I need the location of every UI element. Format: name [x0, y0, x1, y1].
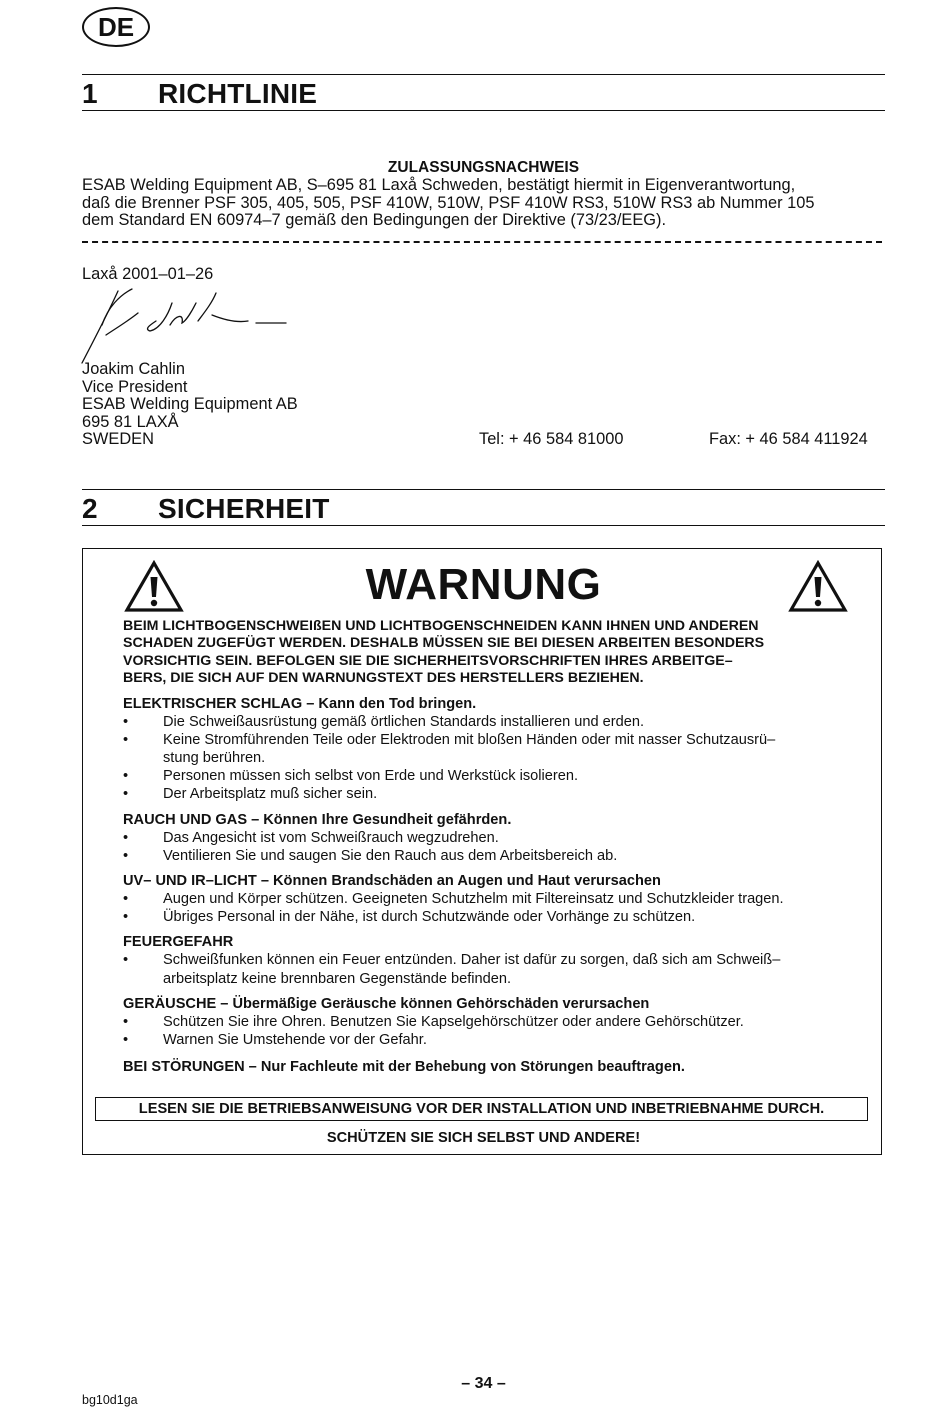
- certificate-line: ESAB Welding Equipment AB, S–695 81 Laxå Schweden, bestätigt hiermit in Eigenverantwortung,: [82, 176, 796, 194]
- certificate-line: dem Standard EN 60974–7 gemäß den Bedingungen der Direktive (73/23/EEG).: [82, 211, 667, 229]
- hazard-item: [123, 908, 853, 926]
- warning-intro-line: VORSICHTIG SEIN. BEFOLGEN SIE DIE SICHERHEITSVORSCHRIFTEN IHRES ARBEITGE–: [123, 652, 733, 669]
- certificate-line: daß die Brenner PSF 305, 405, 505, PSF 410W, 510W, PSF 410W RS3, 510W RS3 ab Nummer 105: [82, 193, 815, 212]
- hazard-item: [123, 731, 853, 767]
- telephone: Tel: + 46 584 81000: [479, 430, 624, 448]
- hazard-heading-electric-shock: ELEKTRISCHER SCHLAG – Kann den Tod bringen.: [123, 695, 477, 712]
- hazard-heading-uv-ir-light: UV– UND IR–LICHT – Können Brandschäden an Augen und Haut verursachen: [123, 873, 661, 890]
- hazard-item-text: Schützen Sie ihre Ohren. Benutzen Sie Kapselgehörschützer oder andere Gehörschützer.: [163, 1013, 744, 1030]
- bullet: •: [123, 1013, 129, 1030]
- hazard-item-text: Schweißfunken können ein Feuer entzünden. Daher ist dafür zu sorgen, daß sich am Schweiß–: [163, 952, 781, 969]
- country: SWEDEN: [82, 430, 154, 448]
- warning-intro: [123, 618, 853, 688]
- section-1-title: RICHTLINIE: [158, 78, 318, 109]
- section-2-heading: [82, 493, 330, 525]
- page-number: – 34 –: [461, 1375, 506, 1392]
- hazard-item: [123, 890, 853, 908]
- hazard-item-text: stung berühren.: [163, 750, 266, 767]
- hazard-item: [123, 829, 853, 847]
- address-block: [82, 361, 298, 449]
- document-code: bg10d1ga: [82, 1393, 138, 1407]
- bullet: •: [123, 713, 129, 730]
- hazard-item-text: Warnen Sie Umstehende vor der Gefahr.: [163, 1032, 427, 1049]
- certificate-text: [82, 177, 885, 230]
- hazard-item: [123, 847, 853, 865]
- hazard-item-text: Der Arbeitsplatz muß sicher sein.: [163, 786, 378, 803]
- section-2-top-rule: [82, 489, 885, 490]
- warning-intro-line: SCHADEN ZUGEFÜGT WERDEN. DESHALB MÜSSEN SIE BEI DIESEN ARBEITEN BESONDERS: [123, 635, 765, 652]
- hazard-heading-fire: FEUERGEFAHR: [123, 934, 234, 951]
- protect-notice: SCHÜTZEN SIE SICH SELBST UND ANDERE!: [326, 1130, 641, 1146]
- bullet: •: [123, 1032, 129, 1049]
- read-manual-notice: LESEN SIE DIE BETRIEBSANWEISUNG VOR DER INSTALLATION UND INBETRIEBNAHME DURCH.: [95, 1097, 868, 1121]
- hazard-item-text: Übriges Personal in der Nähe, ist durch Schutzwände oder Vorhänge zu schützen.: [163, 909, 696, 926]
- signature-graphic: [80, 285, 300, 365]
- bullet: •: [123, 731, 129, 748]
- section-1-heading: [82, 78, 317, 110]
- malfunction-notice: BEI STÖRUNGEN – Nur Fachleute mit der Behebung von Störungen beauftragen.: [123, 1059, 685, 1076]
- hazard-item: [123, 1031, 853, 1049]
- signatory-name: Joakim Cahlin: [82, 360, 185, 378]
- section-1-top-rule: [82, 74, 885, 75]
- warning-title: WARNUNG: [365, 560, 602, 609]
- place-date: Laxå 2001–01–26: [82, 265, 214, 283]
- company-name: ESAB Welding Equipment AB: [82, 395, 298, 413]
- section-2-number: 2: [82, 493, 98, 524]
- hazard-item: [123, 1013, 853, 1031]
- hazard-heading-smoke-gas: RAUCH UND GAS – Können Ihre Gesundheit gefährden.: [123, 811, 512, 828]
- hazard-item-text: Das Angesicht ist vom Schweißrauch wegzudrehen.: [163, 829, 499, 846]
- bullet: •: [123, 768, 129, 785]
- hazard-item-text: Personen müssen sich selbst von Erde und Werkstück isolieren.: [163, 768, 579, 785]
- hazard-item-text: arbeitsplatz keine brennbaren Gegenstände befinden.: [163, 970, 512, 987]
- postal-code: 695 81 LAXÅ: [82, 412, 179, 431]
- hazard-item: [123, 785, 853, 803]
- language-badge: DE: [82, 7, 150, 47]
- hazard-item-text: Augen und Körper schützen. Geeigneten Schutzhelm mit Filtereinsatz und Schutzkleider tragen.: [163, 891, 784, 908]
- section-2-bottom-rule: [82, 525, 885, 526]
- bullet: •: [123, 829, 129, 846]
- section-2-title: SICHERHEIT: [158, 493, 330, 524]
- bullet: •: [123, 952, 129, 969]
- signatory-role: Vice President: [82, 377, 188, 396]
- hazard-item-text: Keine Stromführenden Teile oder Elektroden mit bloßen Händen oder mit nasser Schutzausrü–: [163, 731, 776, 748]
- certificate-heading: ZULASSUNGSNACHWEIS: [387, 159, 580, 176]
- bullet: •: [123, 891, 129, 908]
- section-1-number: 1: [82, 78, 98, 109]
- hazard-heading-noise: GERÄUSCHE – Übermäßige Geräusche können Gehörschäden verursachen: [123, 995, 650, 1012]
- dashed-separator: [82, 241, 882, 243]
- warning-intro-line: BEIM LICHTBOGENSCHWEIßEN UND LICHTBOGENSCHNEIDEN KANN IHNEN UND ANDEREN: [123, 618, 759, 634]
- hazard-item: [123, 951, 853, 987]
- fax: Fax: + 46 584 411924: [709, 430, 868, 448]
- warning-content: [123, 618, 853, 1075]
- bullet: •: [123, 786, 129, 803]
- hazard-item: [123, 767, 853, 785]
- bullet: •: [123, 847, 129, 864]
- hazard-item: [123, 713, 853, 731]
- warning-intro-line: BERS, DIE SICH AUF DEN WARNUNGSTEXT DES HERSTELLERS BEZIEHEN.: [123, 670, 644, 687]
- bullet: •: [123, 909, 129, 926]
- hazard-item-text: Die Schweißausrüstung gemäß örtlichen Standards installieren und erden.: [163, 713, 645, 730]
- section-1-bottom-rule: [82, 110, 885, 111]
- hazard-item-text: Ventilieren Sie und saugen Sie den Rauch aus dem Arbeitsbereich ab.: [163, 847, 618, 864]
